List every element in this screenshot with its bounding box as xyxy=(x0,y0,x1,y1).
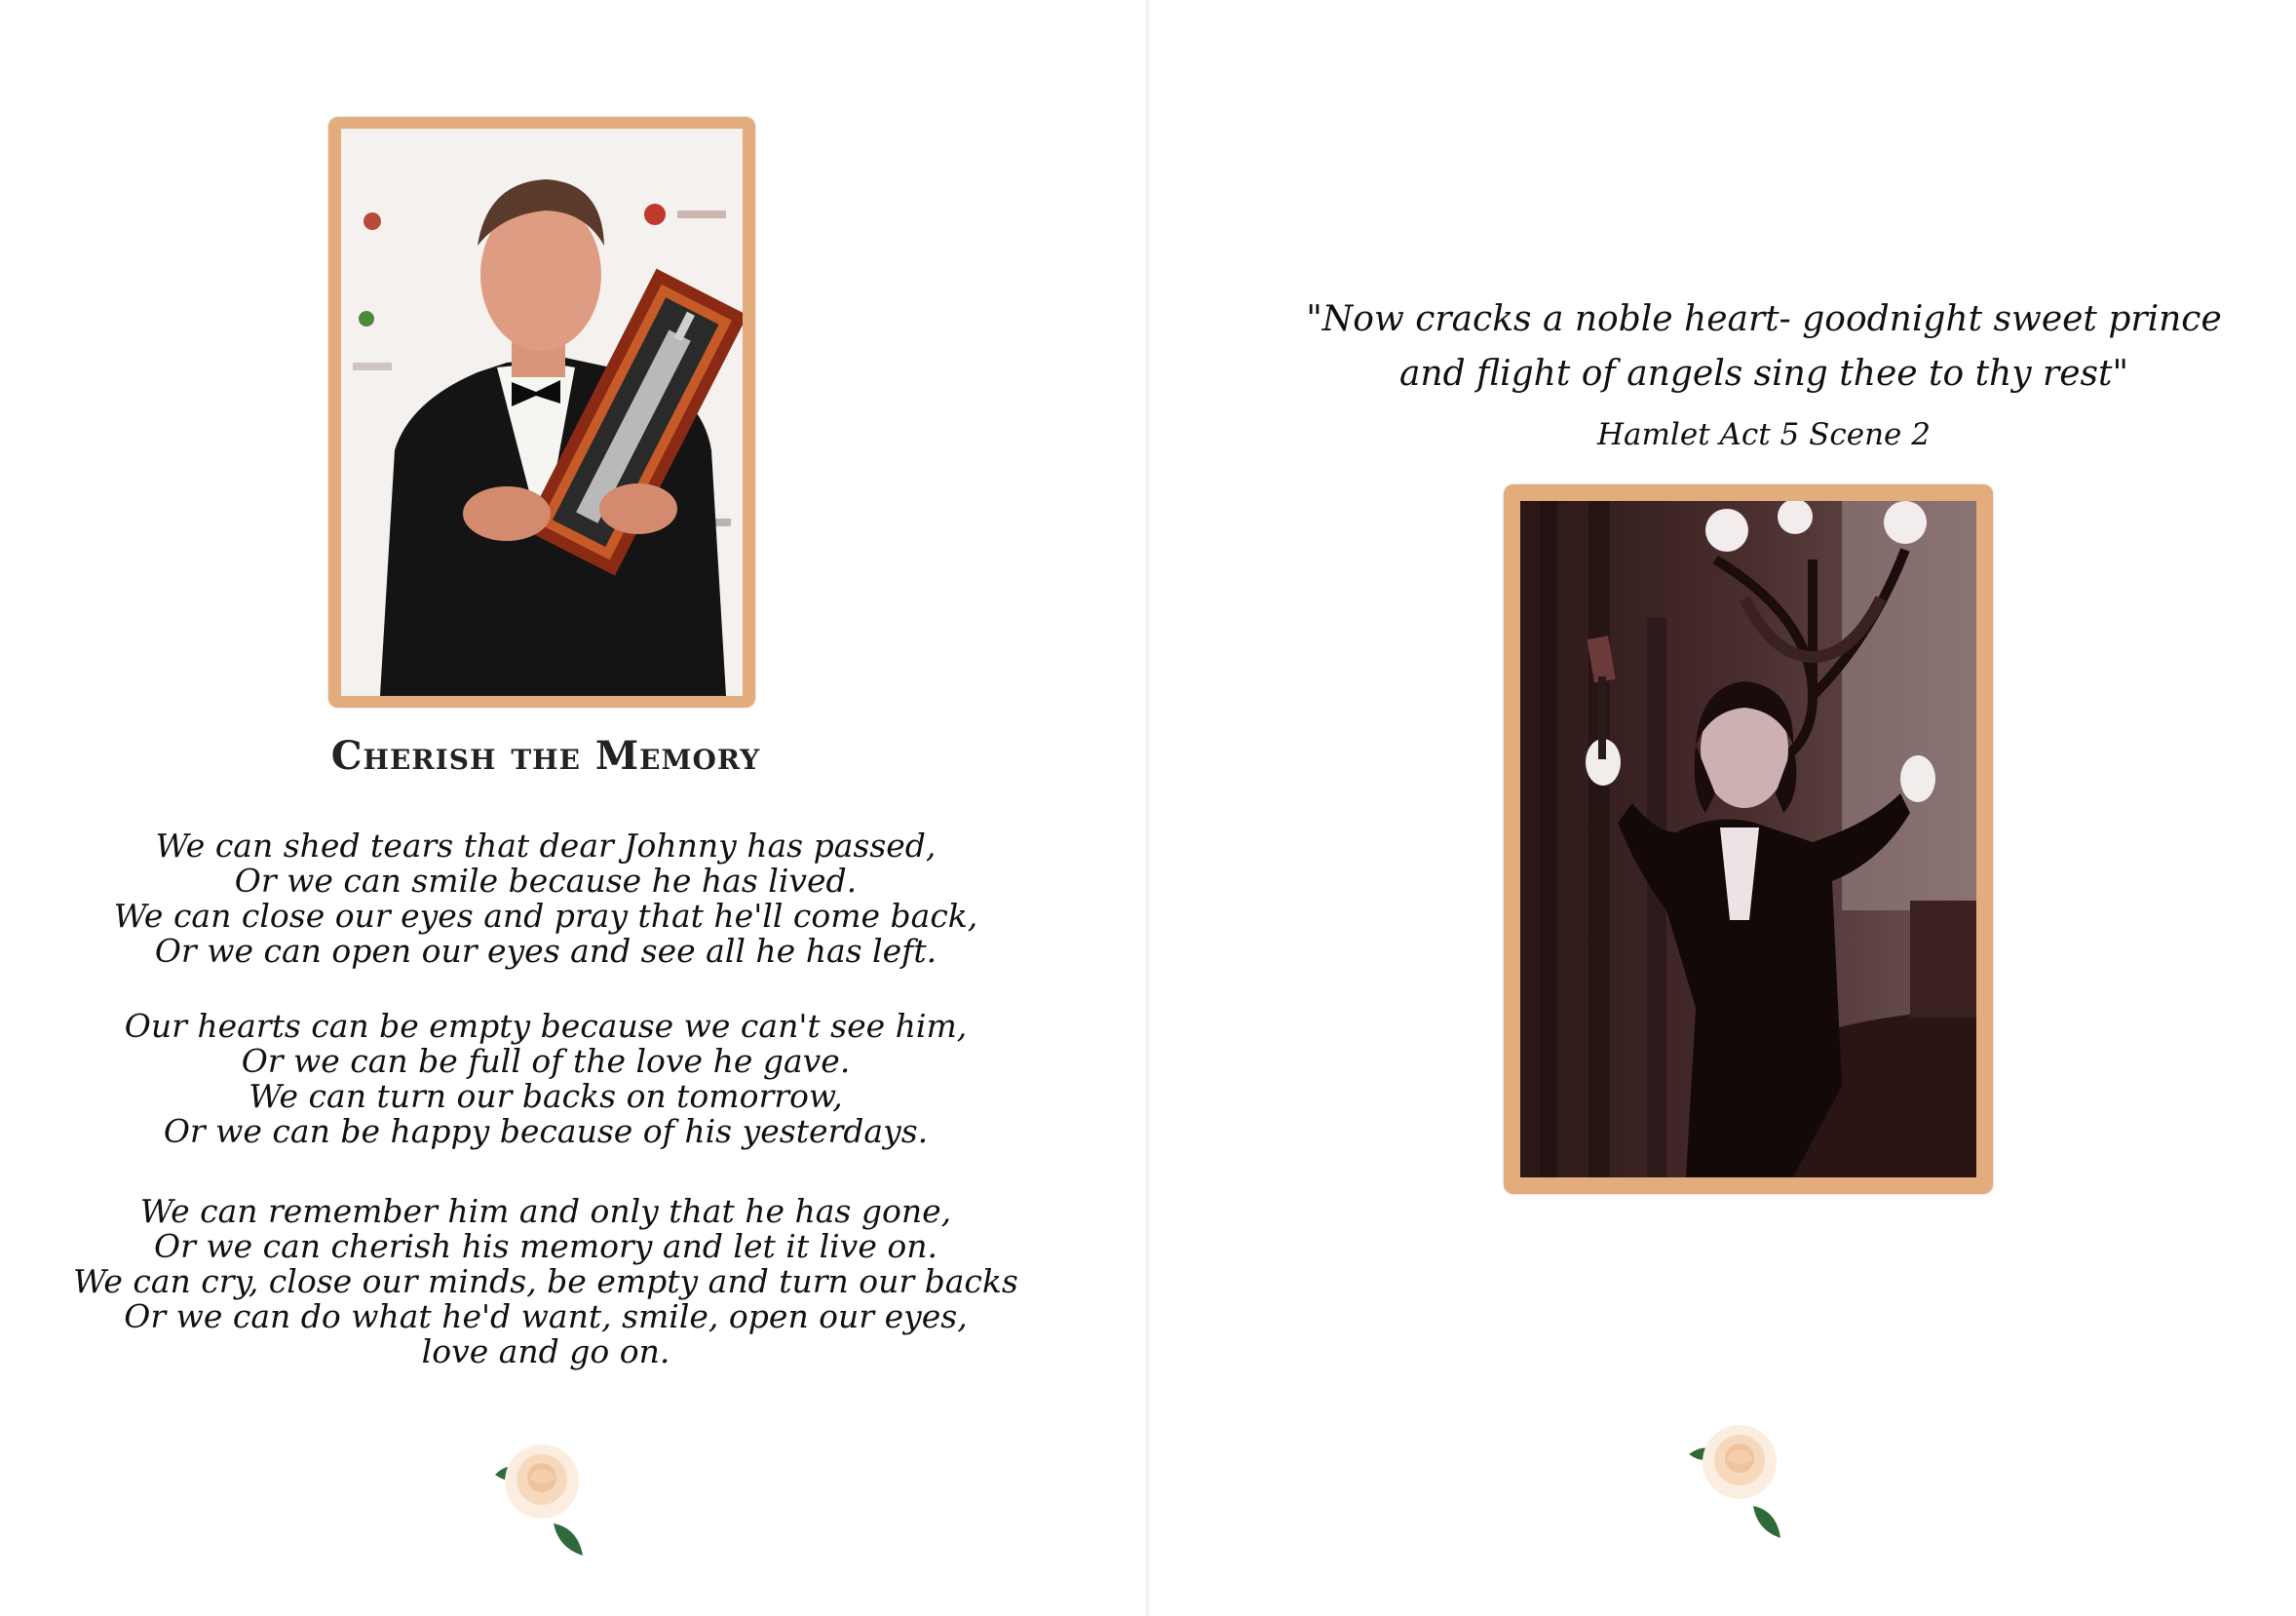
poem-line: Or we can open our eyes and see all he has left. xyxy=(154,932,938,970)
poem-line: Our hearts can be empty because we can't see him, xyxy=(124,1007,968,1045)
poem-line: Or we can smile because he has lived. xyxy=(234,862,858,900)
poem-line: Or we can cherish his memory and let it live on. xyxy=(154,1227,938,1265)
right-photo-frame xyxy=(1504,484,1993,1194)
left-photo-frame xyxy=(328,117,755,708)
rose-icon xyxy=(1683,1413,1800,1540)
poem-line: love and go on. xyxy=(421,1332,670,1370)
auctioneer-on-stage-photo xyxy=(1520,501,1976,1177)
poem-line: Or we can be happy because of his yesterdays. xyxy=(163,1112,929,1150)
poem-heading: Cherish the Memory xyxy=(330,733,761,779)
poem-line: We can close our eyes and pray that he'll come back, xyxy=(113,897,978,935)
quote-line: "Now cracks a noble heart- goodnight sweet prince xyxy=(1306,299,2222,339)
poem-line: We can remember him and only that he has gone, xyxy=(139,1192,952,1230)
hamlet-quote xyxy=(1257,292,2271,402)
poem-line: Or we can be full of the love he gave. xyxy=(241,1042,851,1080)
poem-stanza xyxy=(0,1194,1091,1369)
quote-line: and flight of angels sing thee to thy rest" xyxy=(1398,354,2129,394)
poem-stanza xyxy=(0,1009,1091,1149)
poem-line: We can turn our backs on tomorrow, xyxy=(249,1077,843,1115)
rose-icon xyxy=(485,1431,602,1558)
portrait-with-award-photo xyxy=(341,129,743,696)
page-fold xyxy=(1146,0,1149,1616)
poem-line: We can shed tears that dear Johnny has passed, xyxy=(155,827,937,865)
poem-stanza xyxy=(0,828,1091,969)
poem-line: Or we can do what he'd want, smile, open our eyes, xyxy=(124,1297,968,1335)
poem-line: We can cry, close our minds, be empty and turn our backs xyxy=(73,1262,1018,1300)
quote-attribution: Hamlet Act 5 Scene 2 xyxy=(1597,417,1931,452)
